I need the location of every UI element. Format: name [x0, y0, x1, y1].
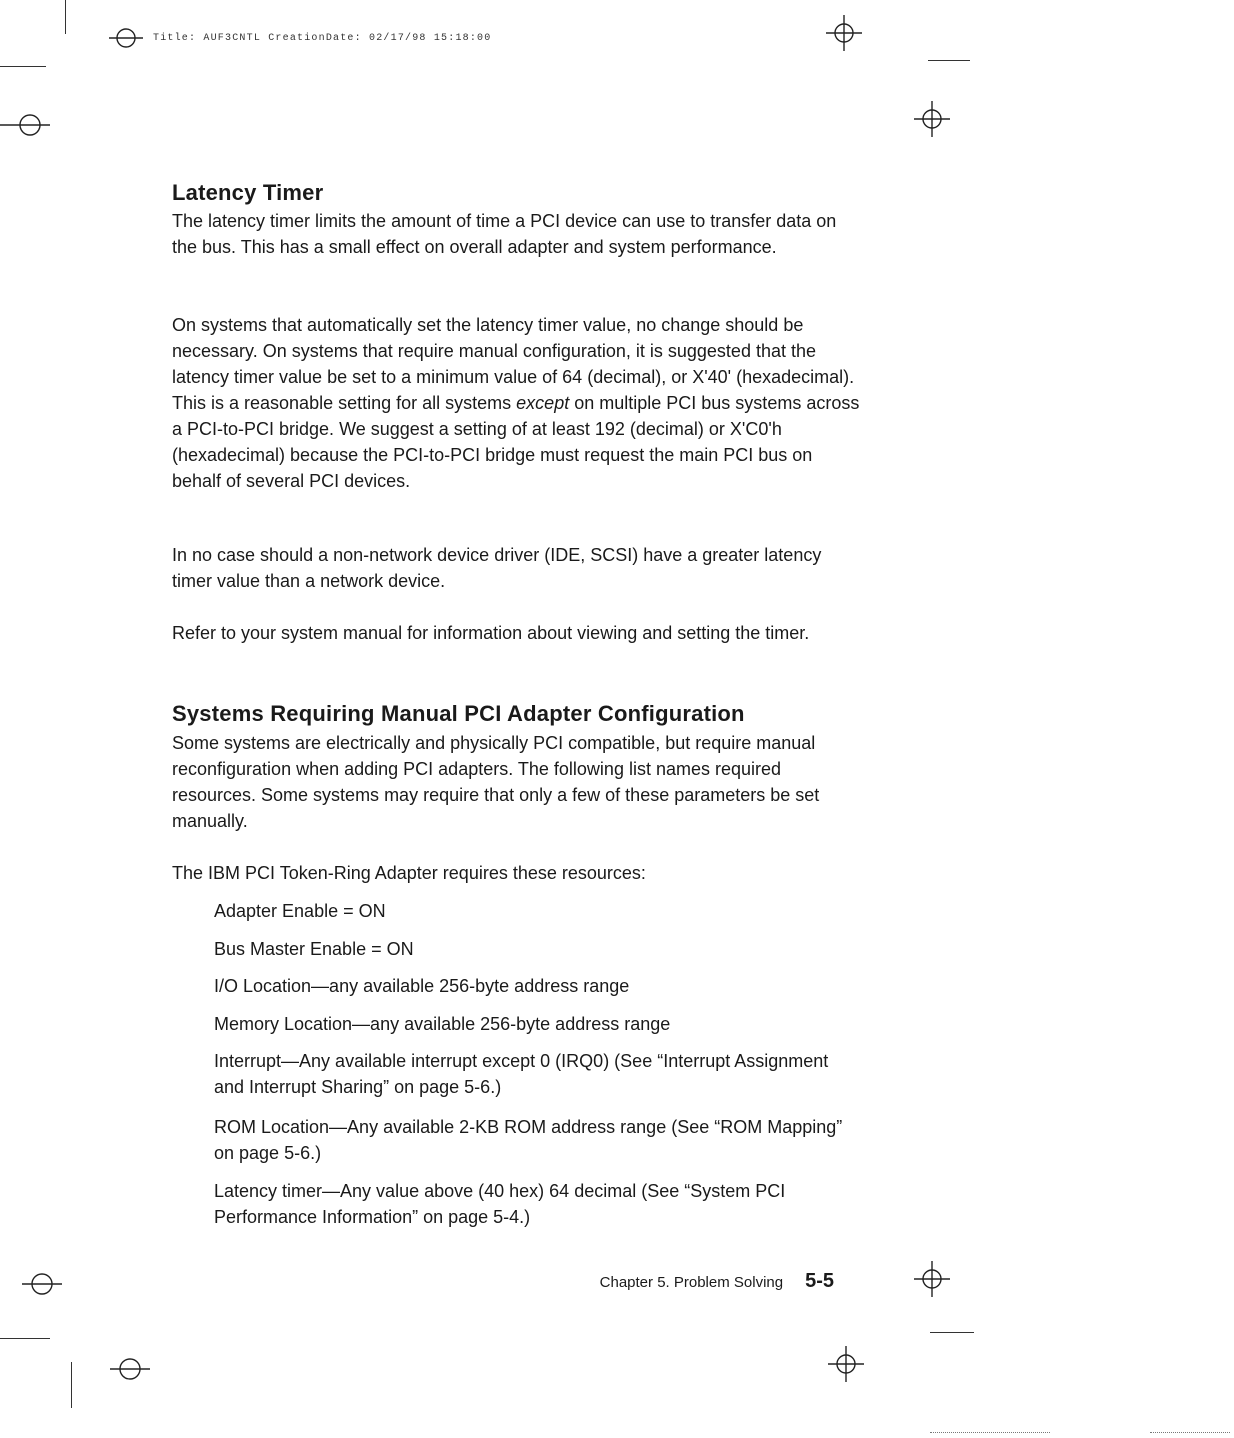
section-heading-latency-timer: Latency Timer	[172, 180, 324, 205]
registration-mark-icon	[108, 26, 144, 50]
list-item: I/O Location—any available 256-byte address range	[214, 976, 630, 996]
paragraph: In no case should a non-network device driver (IDE, SCSI) have a greater latency timer value than a network device.	[172, 545, 822, 591]
registration-mark-icon	[0, 113, 52, 137]
registration-mark-icon	[20, 1272, 64, 1296]
paragraph-with-emphasis	[172, 312, 862, 494]
paragraph-part: On systems that automatically set the latency timer value, no change should be necessary. On systems that require manual configuration, it is suggested that the latency timer value be set to a minimum value of 64 (decimal), or X'40' (hexadecimal). This is a reasonable setting for all systems	[172, 315, 855, 413]
list-item: Memory Location—any available 256-byte address range	[214, 1014, 671, 1034]
list-item: Adapter Enable = ON	[214, 901, 386, 921]
page-footer	[540, 1270, 834, 1293]
crop-mark	[930, 1332, 974, 1333]
crop-mark	[71, 1362, 72, 1408]
emphasis-text: except	[516, 393, 570, 413]
paragraph: Refer to your system manual for information about viewing and setting the timer.	[172, 623, 810, 643]
registration-crosshair-icon	[912, 1261, 952, 1297]
scan-noise	[1150, 1432, 1230, 1433]
crop-mark	[0, 66, 46, 67]
paragraph: The latency timer limits the amount of time a PCI device can use to transfer data on the bus. This has a small effect on overall adapter and system performance.	[172, 211, 837, 257]
registration-crosshair-icon	[826, 1346, 866, 1382]
registration-crosshair-icon	[824, 15, 864, 51]
crop-mark	[928, 60, 970, 61]
paragraph: The IBM PCI Token-Ring Adapter requires these resources:	[172, 863, 646, 883]
crop-mark	[65, 0, 66, 34]
registration-mark-icon	[108, 1357, 152, 1381]
list-item: Interrupt—Any available interrupt except 0 (IRQ0) (See “Interrupt Assignment and Interrupt Sharing” on page 5-6.)	[214, 1051, 829, 1097]
registration-crosshair-icon	[912, 101, 952, 137]
chapter-label: Chapter 5. Problem Solving	[599, 1274, 784, 1291]
section-heading-manual-config: Systems Requiring Manual PCI Adapter Configuration	[172, 701, 745, 726]
list-item: ROM Location—Any available 2-KB ROM address range (See “ROM Mapping” on page 5-6.)	[214, 1117, 843, 1163]
paragraph-part: on multiple PCI bus systems across a PCI-to-PCI bridge. We suggest a setting of at least 192 (decimal) or X'C0'h (hexadecimal) because the PCI-to-PCI bridge must request the main PCI bus on behalf of several PCI devices.	[172, 393, 860, 491]
list-item: Latency timer—Any value above (40 hex) 64 decimal (See “System PCI Performance Information” on page 5-4.)	[214, 1181, 786, 1227]
creation-info: Title: AUF3CNTL CreationDate: 02/17/98 15:18:00	[153, 33, 492, 44]
page-number: 5-5	[805, 1270, 834, 1292]
scan-noise	[930, 1432, 1050, 1433]
paragraph: Some systems are electrically and physically PCI compatible, but require manual reconfiguration when adding PCI adapters. The following list names required resources. Some systems may require that only a few of these parameters be set manually.	[172, 733, 820, 831]
list-item: Bus Master Enable = ON	[214, 939, 414, 959]
crop-mark	[0, 1338, 50, 1339]
